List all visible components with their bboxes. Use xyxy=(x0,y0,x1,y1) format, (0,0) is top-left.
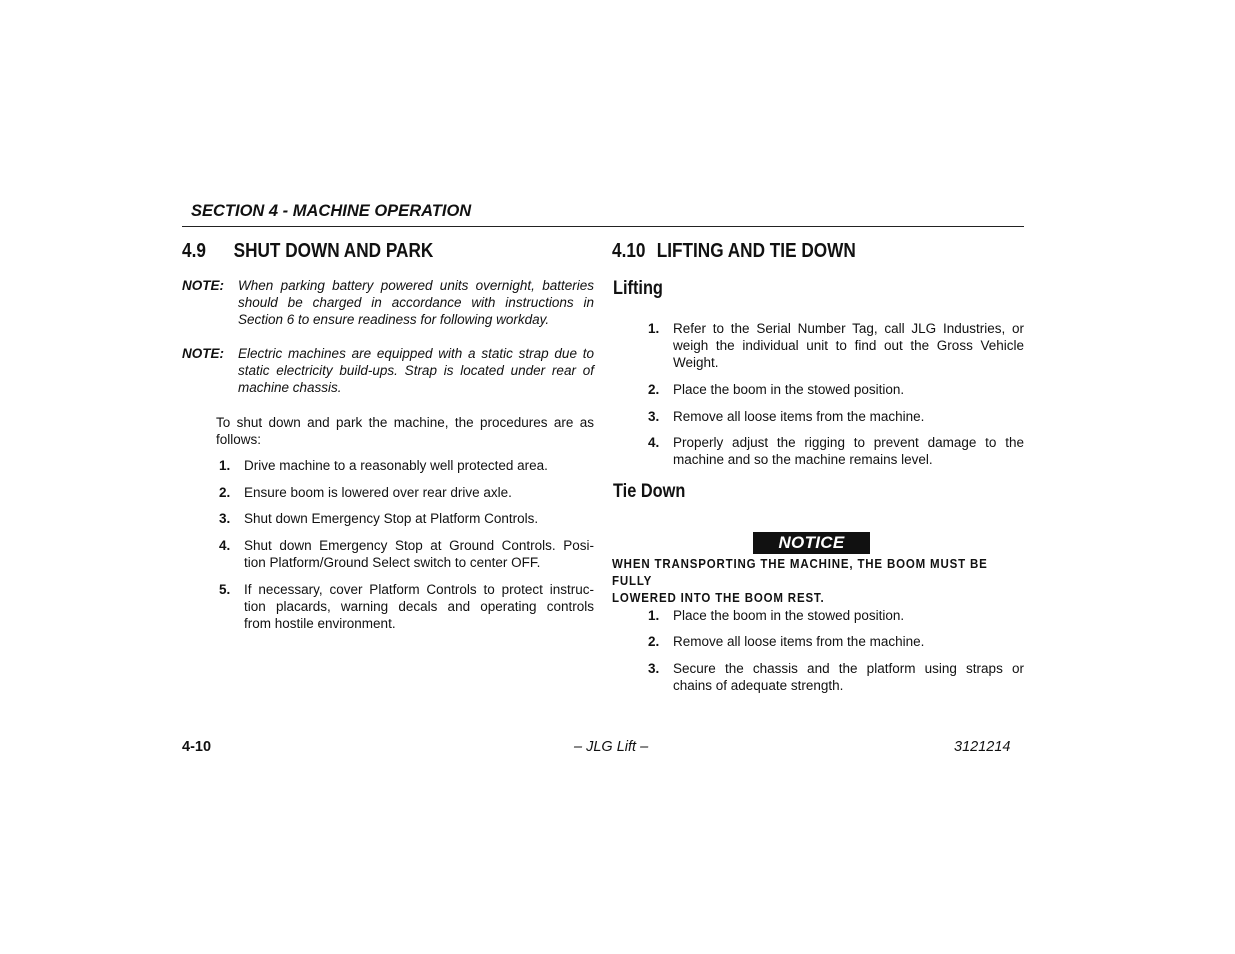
step-number: 1. xyxy=(648,321,660,336)
list-item xyxy=(648,607,1024,624)
step-number: 2. xyxy=(219,485,231,500)
step-line: Ensure boom is lowered over rear drive axle. xyxy=(244,485,512,500)
subheading-lifting: Lifting xyxy=(613,278,663,299)
step-text xyxy=(673,408,1024,425)
note-text xyxy=(238,345,594,396)
intro-paragraph xyxy=(216,414,594,448)
step-text xyxy=(673,607,1024,624)
step-line: weigh the individual unit to find out the Gross Vehicle xyxy=(673,338,1024,353)
step-line: Remove all loose items from the machine. xyxy=(673,409,925,424)
step-text xyxy=(673,660,1024,694)
list-item xyxy=(648,633,1024,650)
notice-line: LOWERED INTO THE BOOM REST. xyxy=(612,591,825,605)
list-item xyxy=(648,381,1024,398)
list-item xyxy=(219,537,594,571)
step-line: Refer to the Serial Number Tag, call JLG Industries, or xyxy=(673,321,1024,336)
list-item xyxy=(648,320,1024,371)
note-label: NOTE: xyxy=(182,346,224,361)
notice-text xyxy=(612,556,1024,607)
step-line: chains of adequate strength. xyxy=(673,678,844,693)
note-label: NOTE: xyxy=(182,278,224,293)
step-line: tion placards, warning decals and operating controls xyxy=(244,599,594,614)
step-line: Weight. xyxy=(673,355,719,370)
step-line: Properly adjust the rigging to prevent damage to the xyxy=(673,435,1024,450)
step-line: machine and so the machine remains level. xyxy=(673,452,933,467)
step-line: Place the boom in the stowed position. xyxy=(673,608,905,623)
list-item xyxy=(219,457,594,474)
notice-line: WHEN TRANSPORTING THE MACHINE, THE BOOM MUST BE FULLY xyxy=(612,557,988,588)
intro-line: To shut down and park the machine, the procedures are as xyxy=(216,415,594,430)
heading-number: 4.9 xyxy=(182,240,206,262)
step-number: 3. xyxy=(648,661,660,676)
step-line: tion Platform/Ground Select switch to center OFF. xyxy=(244,555,541,570)
heading-title: LIFTING AND TIE DOWN xyxy=(656,240,856,262)
list-item xyxy=(648,434,1024,468)
notice-badge: NOTICE xyxy=(753,532,870,554)
step-number: 2. xyxy=(648,382,660,397)
step-number: 1. xyxy=(219,458,231,473)
header-rule xyxy=(182,226,1024,227)
step-number: 4. xyxy=(219,538,231,553)
step-text xyxy=(673,434,1024,468)
step-line: Shut down Emergency Stop at Platform Controls. xyxy=(244,511,539,526)
note-static-strap xyxy=(182,345,594,397)
section-header: SECTION 4 - MACHINE OPERATION xyxy=(191,202,472,220)
heading-4-9 xyxy=(182,240,433,263)
step-line: Remove all loose items from the machine. xyxy=(673,634,925,649)
note-line: static electricity build-ups. Strap is located under rear of xyxy=(238,363,594,378)
step-number: 3. xyxy=(219,511,231,526)
step-number: 1. xyxy=(648,608,660,623)
note-line: should be charged in accordance with instructions in xyxy=(238,295,594,310)
document-number: 3121214 xyxy=(954,739,1011,755)
step-number: 5. xyxy=(219,582,231,597)
note-line: Section 6 to ensure readiness for following workday. xyxy=(238,312,550,327)
step-line: Place the boom in the stowed position. xyxy=(673,382,905,397)
step-number: 2. xyxy=(648,634,660,649)
note-text xyxy=(238,277,594,328)
step-text xyxy=(244,457,594,474)
note-line: When parking battery powered units overnight, batteries xyxy=(238,278,594,293)
note-battery xyxy=(182,277,594,329)
note-line: machine chassis. xyxy=(238,380,342,395)
intro-line: follows: xyxy=(216,432,262,447)
list-item xyxy=(219,484,594,501)
list-item xyxy=(648,408,1024,425)
step-line: If necessary, cover Platform Controls to protect instruc- xyxy=(244,582,594,597)
step-text xyxy=(673,633,1024,650)
step-text xyxy=(673,320,1024,371)
footer-center: – JLG Lift – xyxy=(574,739,649,755)
list-item xyxy=(219,510,594,527)
step-text xyxy=(244,537,594,571)
step-number: 3. xyxy=(648,409,660,424)
step-line: Drive machine to a reasonably well protected area. xyxy=(244,458,548,473)
step-text xyxy=(244,484,594,501)
list-item xyxy=(648,660,1024,694)
subheading-tie-down: Tie Down xyxy=(613,481,686,502)
page-number: 4-10 xyxy=(182,739,212,755)
step-line: Shut down Emergency Stop at Ground Controls. Posi- xyxy=(244,538,594,553)
step-line: from hostile environment. xyxy=(244,616,396,631)
step-text xyxy=(244,510,594,527)
heading-4-10 xyxy=(612,240,856,263)
note-line: Electric machines are equipped with a static strap due to xyxy=(238,346,594,361)
step-text xyxy=(244,581,594,632)
list-item xyxy=(219,581,594,632)
step-text xyxy=(673,381,1024,398)
heading-title: SHUT DOWN AND PARK xyxy=(233,240,434,262)
heading-number: 4.10 xyxy=(612,240,646,262)
step-line: Secure the chassis and the platform using straps or xyxy=(673,661,1024,676)
step-number: 4. xyxy=(648,435,660,450)
